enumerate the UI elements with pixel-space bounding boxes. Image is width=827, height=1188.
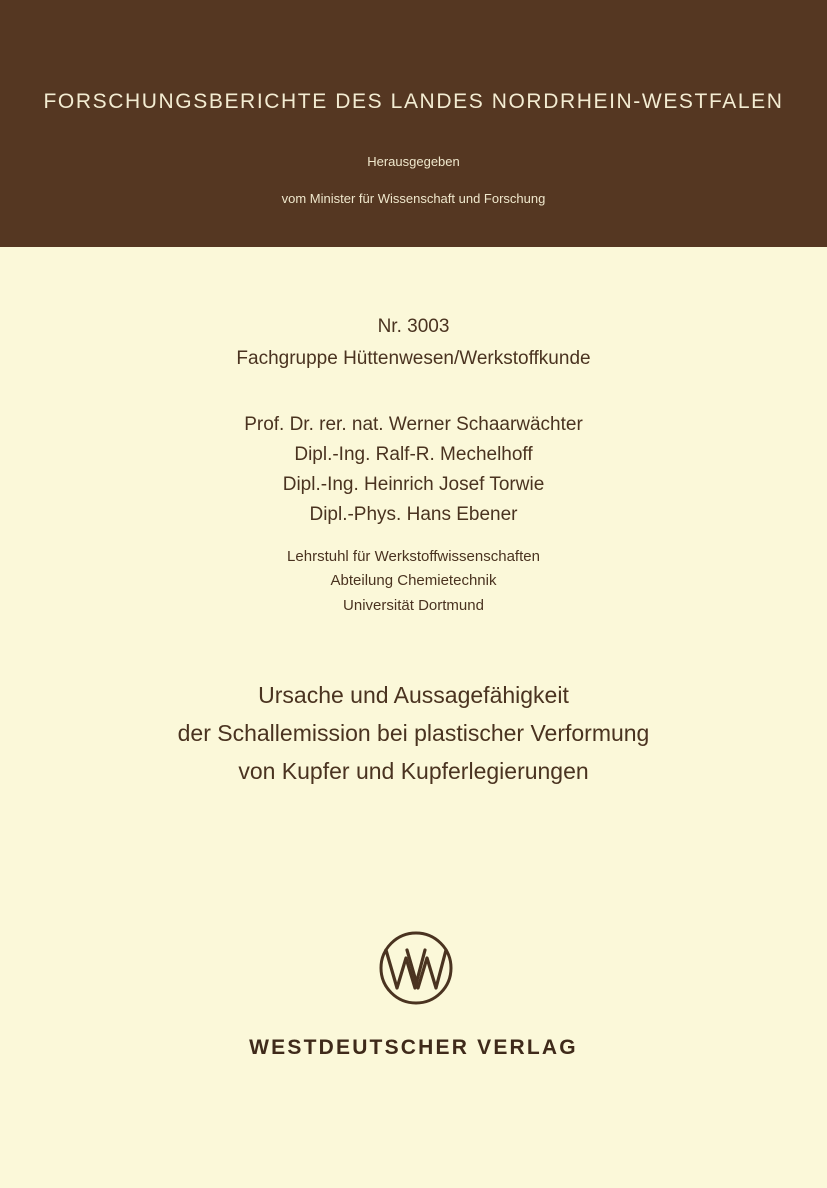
subject-group: Fachgruppe Hüttenwesen/Werkstoffkunde [236,348,591,369]
author-2: Dipl.-Ing. Ralf-R. Mechelhoff [294,444,533,465]
publisher-name: WESTDEUTSCHER VERLAG [249,1036,578,1059]
institution-department: Abteilung Chemietechnik [330,572,497,589]
editor-label: Herausgegeben [367,154,460,169]
book-title-line-1: Ursache und Aussagefähigkeit [258,682,569,708]
author-3: Dipl.-Ing. Heinrich Josef Torwie [282,474,545,495]
series-title: FORSCHUNGSBERICHTE DES LANDES NORDRHEIN-WESTFALEN [43,90,784,113]
report-number: Nr. 3003 [377,316,450,337]
book-title-line-2: der Schallemission bei plastischer Verformung [177,720,650,746]
publisher-ww-logo-icon [378,930,454,1006]
institution-chair: Lehrstuhl für Werkstoffwissenschaften [287,548,540,565]
institution-university: Universität Dortmund [343,597,484,614]
author-1: Prof. Dr. rer. nat. Werner Schaarwächter [244,414,583,435]
header-band [0,0,827,247]
editor-name: vom Minister für Wissenschaft und Forschung [281,191,546,206]
book-title-line-3: von Kupfer und Kupferlegierungen [238,758,589,784]
author-4: Dipl.-Phys. Hans Ebener [309,504,518,525]
